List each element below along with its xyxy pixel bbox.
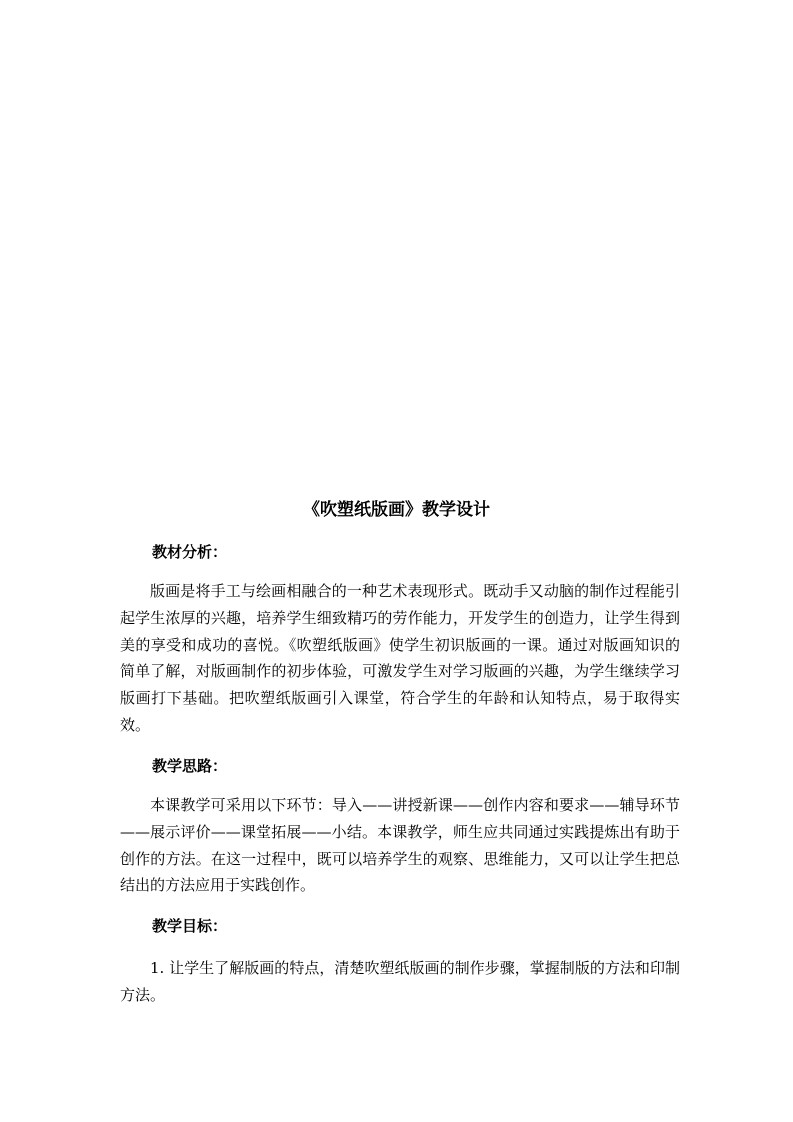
section-paragraph-teaching-approach: 本课教学可采用以下环节：导入——讲授新课——创作内容和要求——辅导环节——展示评价——课堂拓展——小结。本课教学，师生应共同通过实践提炼出有助于创作的方法。在这一过程中，既可以培养学生的观察、思维能力，又可以让学生把总结出的方法应用于实践创作。 [120, 796, 680, 895]
section-heading-textbook-analysis: 教材分析： [152, 543, 228, 561]
document-title: 《吹塑纸版画》教学设计 [303, 500, 490, 520]
section-paragraph-textbook-analysis: 版画是将手工与绘画相融合的一种艺术表现形式。既动手又动脑的制作过程能引起学生浓厚的兴趣，培养学生细致精巧的劳作能力，开发学生的创造力，让学生得到美的享受和成功的喜悦。《吹塑纸版画》使学生初识版画的一课。通过对版画知识的简单了解，对版画制作的初步体验，可激发学生对学习版画的兴趣，为学生继续学习版画打下基础。把吹塑纸版画引入课堂，符合学生的年龄和认知特点，易于取得实效。 [120, 582, 680, 734]
section-paragraph-teaching-objectives: 1. 让学生了解版画的特点，清楚吹塑纸版画的制作步骤，掌握制版的方法和印制方法。 [120, 959, 680, 1004]
section-heading-teaching-approach: 教学思路： [152, 757, 228, 775]
section-heading-teaching-objectives: 教学目标： [152, 917, 228, 935]
